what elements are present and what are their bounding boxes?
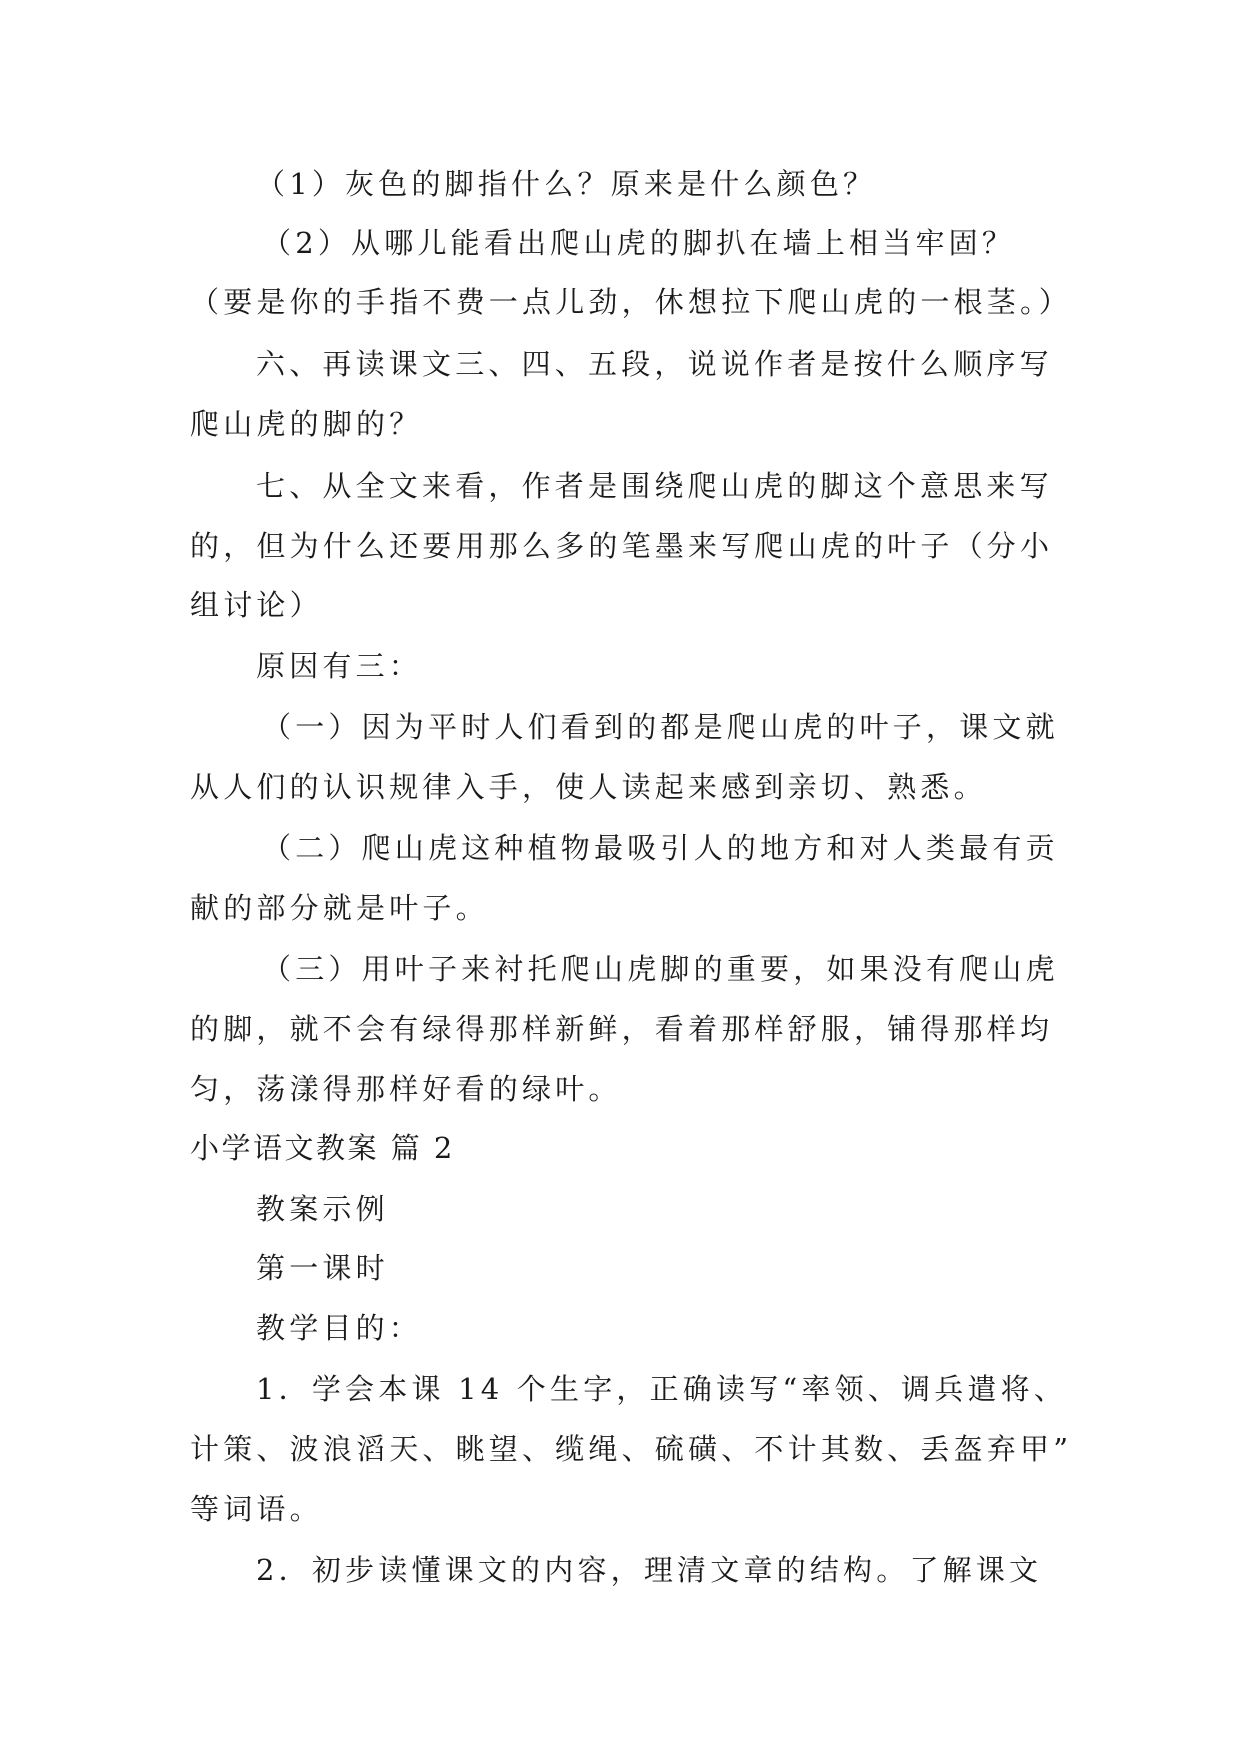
reason-2-line-2: 献的部分就是叶子。 bbox=[190, 891, 489, 925]
step-7-line-1: 七、从全文来看，作者是围绕爬山虎的脚这个意思来写 bbox=[256, 469, 1053, 503]
question-2-answer: （要是你的手指不费一点儿劲，休想拉下爬山虎的一根茎。） bbox=[190, 285, 1072, 319]
reasons-intro: 原因有三： bbox=[256, 649, 423, 683]
goal-1-line-1: 1．学会本课 14 个生字，正确读写“率领、调兵遣将、 bbox=[256, 1372, 1068, 1406]
lesson-example-title: 教案示例 bbox=[256, 1192, 389, 1226]
teaching-goals-label: 教学目的： bbox=[256, 1311, 423, 1345]
reason-1-line-1: （一）因为平时人们看到的都是爬山虎的叶子，课文就 bbox=[262, 710, 1059, 744]
section-heading: 小学语文教案 篇 2 bbox=[190, 1131, 455, 1165]
step-6-line-1: 六、再读课文三、四、五段，说说作者是按什么顺序写 bbox=[256, 347, 1053, 381]
step-6-line-2: 爬山虎的脚的？ bbox=[190, 407, 423, 441]
lesson-period-title: 第一课时 bbox=[256, 1251, 389, 1285]
question-2: （2）从哪儿能看出爬山虎的脚扒在墙上相当牢固？ bbox=[262, 226, 1016, 260]
reason-1-line-2: 从人们的认识规律入手，使人读起来感到亲切、熟悉。 bbox=[190, 770, 987, 804]
question-1: （1）灰色的脚指什么？原来是什么颜色？ bbox=[256, 167, 877, 201]
goal-2-line-1: 2．初步读懂课文的内容，理清文章的结构。了解课文 bbox=[256, 1553, 1043, 1587]
reason-2-line-1: （二）爬山虎这种植物最吸引人的地方和对人类最有贡 bbox=[262, 831, 1059, 865]
goal-1-line-2: 计策、波浪滔天、眺望、缆绳、硫磺、不计其数、丢盔弃甲” bbox=[190, 1432, 1073, 1466]
goal-1-line-3: 等词语。 bbox=[190, 1492, 323, 1526]
step-7-line-3: 组讨论） bbox=[190, 588, 323, 622]
reason-3-line-2: 的脚，就不会有绿得那样新鲜，看着那样舒服，铺得那样均 bbox=[190, 1012, 1054, 1046]
reason-3-line-1: （三）用叶子来衬托爬山虎脚的重要，如果没有爬山虎 bbox=[262, 952, 1059, 986]
step-7-line-2: 的，但为什么还要用那么多的笔墨来写爬山虎的叶子（分小 bbox=[190, 529, 1054, 563]
reason-3-line-3: 匀，荡漾得那样好看的绿叶。 bbox=[190, 1072, 622, 1106]
